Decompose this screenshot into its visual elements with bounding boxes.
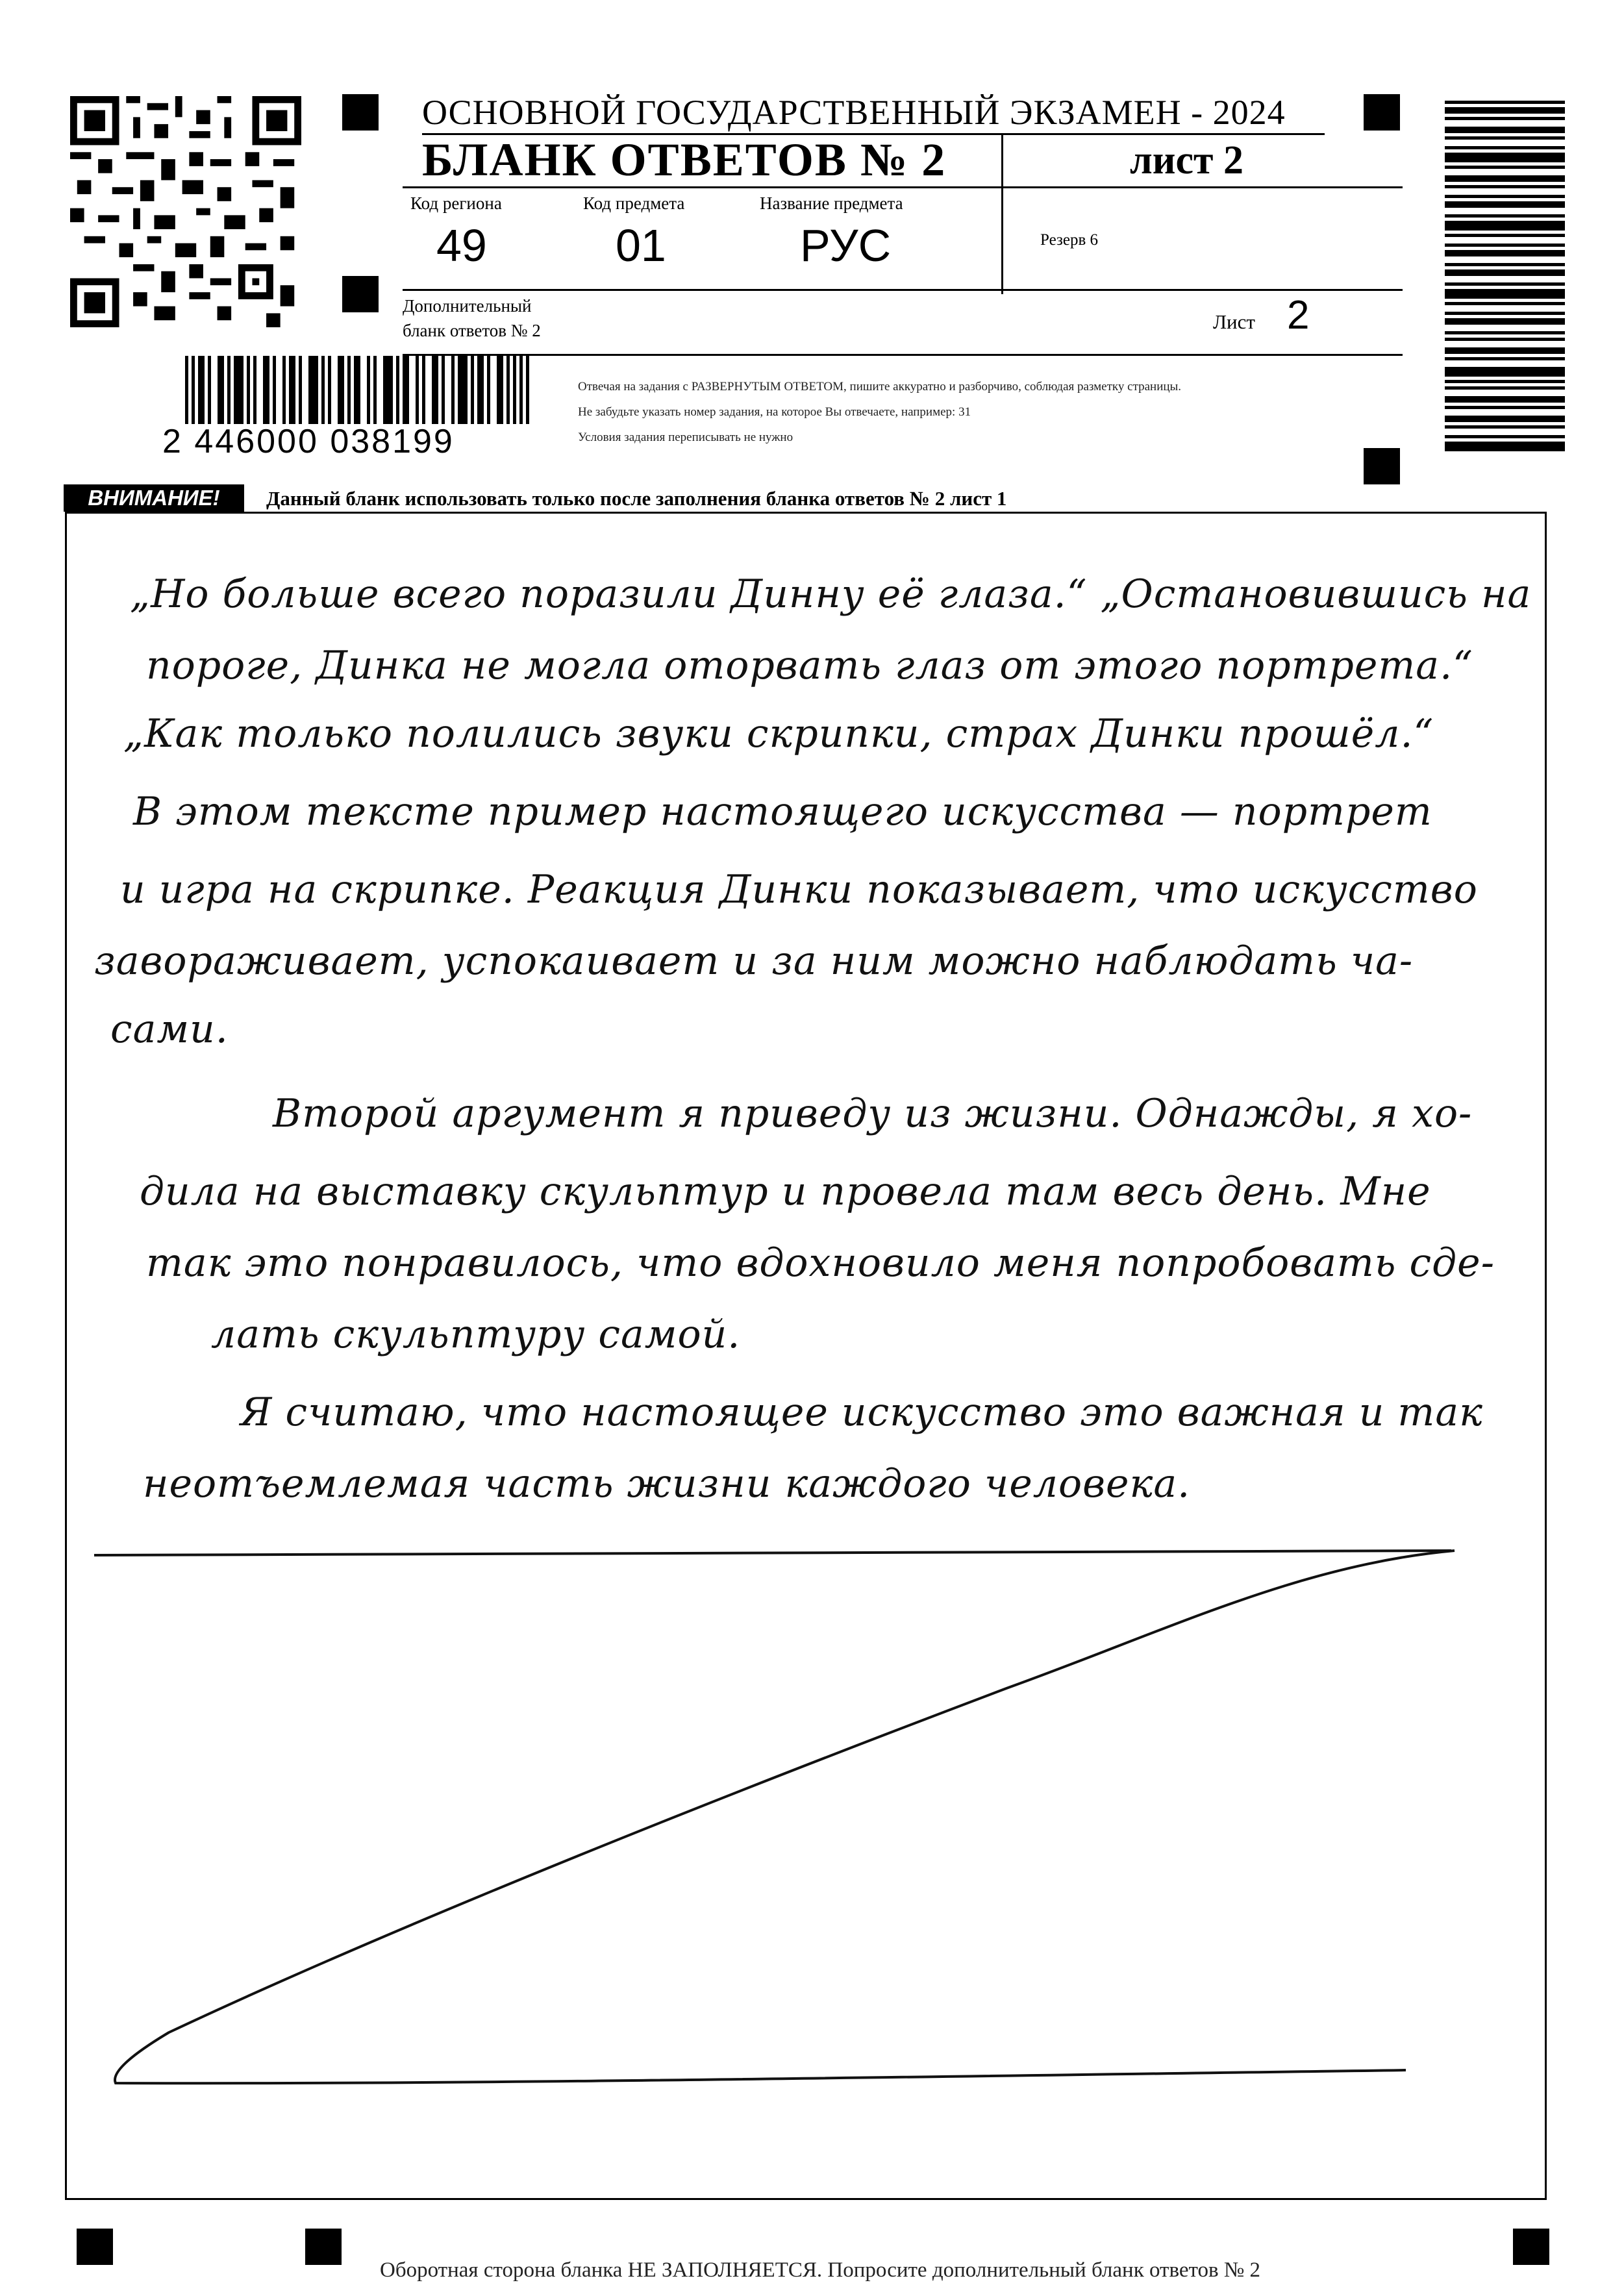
answer-line: Второй аргумент я приведу из жизни. Однажды, я хо- bbox=[273, 1091, 1473, 1136]
alignment-marker bbox=[1364, 94, 1400, 131]
footer-note: Оборотная сторона бланка НЕ ЗАПОЛНЯЕТСЯ. Попросите дополнительный бланк ответов № 2 bbox=[380, 2258, 1261, 2282]
instruction-line: Условия задания переписывать не нужно bbox=[578, 431, 793, 444]
subject-name: РУС bbox=[800, 220, 892, 271]
subject-name-label: Название предмета bbox=[760, 194, 903, 213]
alignment-marker bbox=[305, 2229, 342, 2265]
answer-line: завораживает, успокаивает и за ним можно наблюдать ча- bbox=[94, 938, 1414, 984]
subject-code: 01 bbox=[616, 220, 666, 271]
additional-form-label: бланк ответов № 2 bbox=[403, 321, 541, 340]
answer-line: неотъемлемая часть жизни каждого человека. bbox=[143, 1461, 1191, 1506]
answer-line: „Как только полились звуки скрипки, страх Динки прошёл.“ bbox=[123, 711, 1434, 756]
side-barcode bbox=[1445, 101, 1565, 451]
barcode-number: 2 446000 038199 bbox=[162, 423, 455, 460]
unused-area-strike bbox=[65, 1526, 1547, 2143]
answer-line: сами. bbox=[110, 1006, 229, 1052]
attention-text: Данный бланк использовать только после заполнения бланка ответов № 2 лист 1 bbox=[266, 487, 1007, 510]
answer-line: В этом тексте пример настоящего искусства — портрет bbox=[133, 789, 1432, 834]
instruction-line: Не забудьте указать номер задания, на которое Вы отвечаете, например: 31 bbox=[578, 405, 971, 419]
alignment-marker bbox=[1364, 448, 1400, 484]
qr-code bbox=[70, 96, 301, 327]
alignment-marker bbox=[1513, 2229, 1549, 2265]
exam-title: ОСНОВНОЙ ГОСУДАРСТВЕННЫЙ ЭКЗАМЕН - 2024 bbox=[422, 93, 1286, 132]
answer-line: и игра на скрипке. Реакция Динки показывает, что искусство bbox=[120, 867, 1478, 912]
header-divider bbox=[1001, 133, 1003, 294]
subject-code-label: Код предмета bbox=[583, 194, 685, 213]
answer-line: „Но больше всего поразили Динну её глаза.“ „Остановившись на bbox=[130, 571, 1532, 617]
form-title: БЛАНК ОТВЕТОВ № 2 bbox=[422, 134, 947, 186]
alignment-marker bbox=[342, 94, 379, 131]
answer-line: так это понравилось, что вдохновило меня попробовать сде- bbox=[146, 1240, 1495, 1286]
sheet-label: лист 2 bbox=[1130, 138, 1243, 182]
reserve-label: Резерв 6 bbox=[1040, 231, 1099, 249]
header-rule bbox=[403, 186, 1403, 188]
answer-line: дила на выставку скульптур и провела там весь день. Мне bbox=[140, 1169, 1431, 1214]
region-code: 49 bbox=[436, 220, 487, 271]
region-code-label: Код региона bbox=[410, 194, 502, 213]
attention-badge: ВНИМАНИЕ! bbox=[64, 484, 244, 512]
answer-line: Я считаю, что настоящее искусство это важная и так bbox=[240, 1390, 1483, 1435]
answer-line: лать скульптуру самой. bbox=[211, 1312, 741, 1357]
instruction-line: Отвечая на задания с РАЗВЕРНУТЫМ ОТВЕТОМ, пишите аккуратно и разборчиво, соблюдая разметку страницы. bbox=[578, 380, 1182, 394]
sheet-number: 2 bbox=[1287, 293, 1310, 338]
answer-line: пороге, Динка не могла оторвать глаз от этого портрета.“ bbox=[146, 643, 1473, 688]
header-rule bbox=[403, 354, 1403, 356]
alignment-marker bbox=[77, 2229, 113, 2265]
sheet-number-label: Лист bbox=[1213, 310, 1255, 333]
header-rule bbox=[403, 289, 1403, 291]
form-barcode bbox=[185, 356, 529, 424]
alignment-marker bbox=[342, 276, 379, 312]
additional-form-label: Дополнительный bbox=[403, 296, 532, 316]
